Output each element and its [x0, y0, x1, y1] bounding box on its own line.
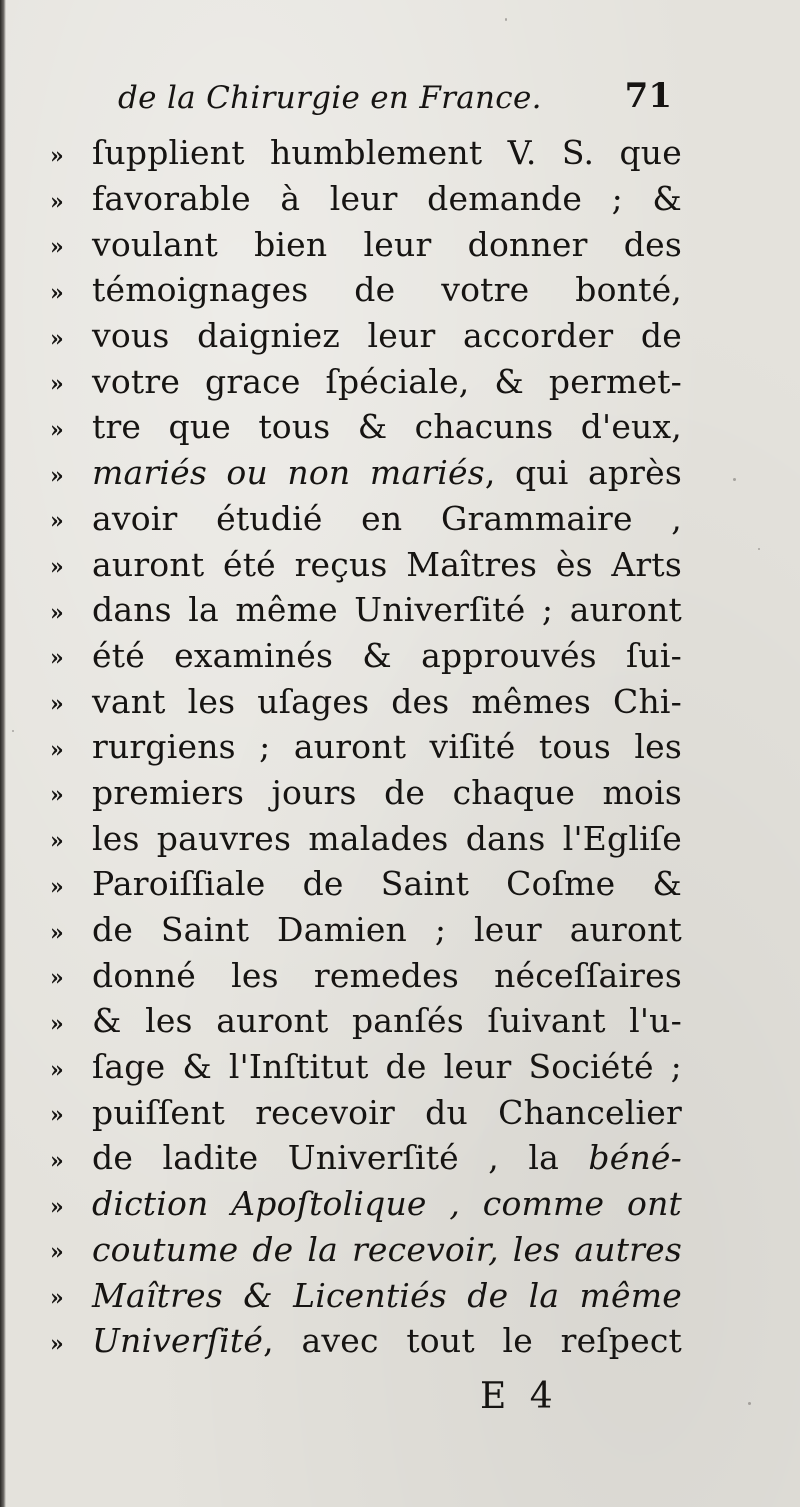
quote-mark: »	[50, 416, 64, 443]
roman-segment: , qui après	[484, 453, 683, 493]
roman-segment: les pauvres malades dans l'Egliſe	[92, 818, 682, 858]
quote-mark: »	[50, 1285, 64, 1312]
roman-segment: témoignages de votre bonté,	[92, 270, 682, 310]
quote-mark: »	[50, 873, 64, 900]
italic-segment: Univerſité	[92, 1321, 264, 1361]
italic-segment: mariés ou non mariés	[92, 453, 485, 493]
roman-segment: donné les remedes néceſſaires	[92, 955, 682, 995]
text-line	[50, 907, 682, 953]
line-text	[92, 498, 682, 538]
quote-mark: »	[50, 462, 64, 489]
text-line	[50, 1227, 682, 1273]
line-text	[92, 1275, 682, 1315]
text-line	[50, 130, 682, 176]
line-text	[92, 407, 682, 447]
line-text	[92, 681, 682, 721]
roman-segment: de ladite Univerſité , la	[92, 1138, 589, 1178]
line-text	[92, 1047, 682, 1087]
running-title: de la Chirurgie en France.	[118, 80, 542, 116]
text-line	[50, 724, 682, 770]
roman-segment: & les auront panſés ſuivant l'u-	[92, 1001, 682, 1041]
text-line	[50, 541, 682, 587]
roman-segment: de Saint Damien ; leur auront	[92, 910, 682, 950]
quote-mark: »	[50, 1147, 64, 1174]
text-line	[50, 815, 682, 861]
text-line	[50, 1318, 682, 1364]
quote-mark: »	[50, 371, 64, 398]
italic-segment: coutume de la recevoir, les autres	[92, 1229, 682, 1269]
text-line	[50, 678, 682, 724]
quote-mark: »	[50, 1330, 64, 1357]
quote-mark: »	[50, 234, 64, 261]
line-text	[92, 453, 683, 493]
text-line	[50, 1181, 682, 1227]
roman-segment: rurgiens ; auront viſité tous les	[92, 727, 682, 767]
text-line	[50, 313, 682, 359]
roman-segment: auront été reçus Maîtres ès Arts	[92, 544, 682, 584]
paper-speck	[758, 548, 760, 550]
roman-segment: ſupplient humblement V. S. que	[92, 133, 682, 173]
line-text	[92, 1138, 682, 1178]
body-text	[50, 130, 682, 1364]
line-text	[92, 224, 682, 264]
text-line	[50, 1135, 682, 1181]
paper-speck	[733, 478, 736, 481]
roman-segment: Paroiſſiale de Saint Coſme &	[92, 864, 682, 904]
line-text	[92, 864, 682, 904]
quote-mark: »	[50, 828, 64, 855]
page-number: 71	[624, 76, 672, 116]
quote-mark: »	[50, 965, 64, 992]
text-line	[50, 358, 682, 404]
line-text	[92, 1229, 682, 1269]
text-line	[50, 1272, 682, 1318]
line-text	[92, 1092, 682, 1132]
quote-mark: »	[50, 1239, 64, 1266]
quote-mark: »	[50, 554, 64, 581]
line-text	[92, 316, 682, 356]
roman-segment: votre grace ſpéciale, & permet-	[92, 361, 682, 401]
line-text	[92, 635, 682, 675]
line-text	[92, 818, 682, 858]
roman-segment: avoir étudié en Grammaire ,	[92, 498, 682, 538]
line-text	[92, 1321, 682, 1361]
text-line	[50, 952, 682, 998]
quote-mark: »	[50, 1056, 64, 1083]
roman-segment: vous daigniez leur accorder de	[92, 316, 682, 356]
quote-mark: »	[50, 1102, 64, 1129]
quote-mark: »	[50, 325, 64, 352]
roman-segment: tre que tous & chacuns d'eux,	[92, 407, 682, 447]
text-line	[50, 587, 682, 633]
page-header	[118, 76, 678, 126]
text-line	[50, 404, 682, 450]
text-line	[50, 998, 682, 1044]
roman-segment: ſage & l'Inſtitut de leur Société ;	[92, 1047, 682, 1087]
text-line	[50, 633, 682, 679]
quote-mark: »	[50, 1010, 64, 1037]
roman-segment: , avec tout le reſpect	[263, 1321, 682, 1361]
italic-segment: diction Apoſtolique , comme ont	[92, 1184, 682, 1224]
line-text	[92, 544, 682, 584]
text-line	[50, 176, 682, 222]
paper-speck	[505, 18, 507, 21]
line-text	[92, 727, 682, 767]
signature-mark: E 4	[480, 1376, 559, 1417]
line-text	[92, 361, 682, 401]
text-line	[50, 1044, 682, 1090]
text-line	[50, 770, 682, 816]
italic-segment: béné-	[588, 1138, 682, 1178]
line-text	[92, 590, 682, 630]
paper-speck	[12, 730, 14, 732]
line-text	[92, 1184, 682, 1224]
line-text	[92, 1001, 682, 1041]
quote-mark: »	[50, 782, 64, 809]
line-text	[92, 133, 682, 173]
roman-segment: été examinés & approuvés ſui-	[92, 635, 682, 675]
line-text	[92, 772, 682, 812]
line-text	[92, 270, 682, 310]
text-line	[50, 267, 682, 313]
quote-mark: »	[50, 736, 64, 763]
quote-mark: »	[50, 645, 64, 672]
roman-segment: dans la même Univerſité ; auront	[92, 590, 682, 630]
line-text	[92, 910, 682, 950]
quote-mark: »	[50, 599, 64, 626]
text-line	[50, 450, 682, 496]
text-line	[50, 861, 682, 907]
quote-mark: »	[50, 691, 64, 718]
line-text	[92, 179, 682, 219]
roman-segment: vant les uſages des mêmes Chi-	[92, 681, 682, 721]
quote-mark: »	[50, 919, 64, 946]
roman-segment: puiſſent recevoir du Chancelier	[92, 1092, 682, 1132]
roman-segment: favorable à leur demande ; &	[92, 179, 682, 219]
italic-segment: Maîtres & Licentiés de la même	[92, 1275, 682, 1315]
quote-mark: »	[50, 1193, 64, 1220]
text-line	[50, 221, 682, 267]
quote-mark: »	[50, 142, 64, 169]
quote-mark: »	[50, 188, 64, 215]
paper-speck	[748, 1402, 751, 1405]
quote-mark: »	[50, 508, 64, 535]
page-binding-edge	[0, 0, 6, 1507]
quote-mark: »	[50, 279, 64, 306]
line-text	[92, 955, 682, 995]
roman-segment: voulant bien leur donner des	[92, 224, 682, 264]
text-line	[50, 496, 682, 542]
roman-segment: premiers jours de chaque mois	[92, 772, 682, 812]
text-line	[50, 1089, 682, 1135]
